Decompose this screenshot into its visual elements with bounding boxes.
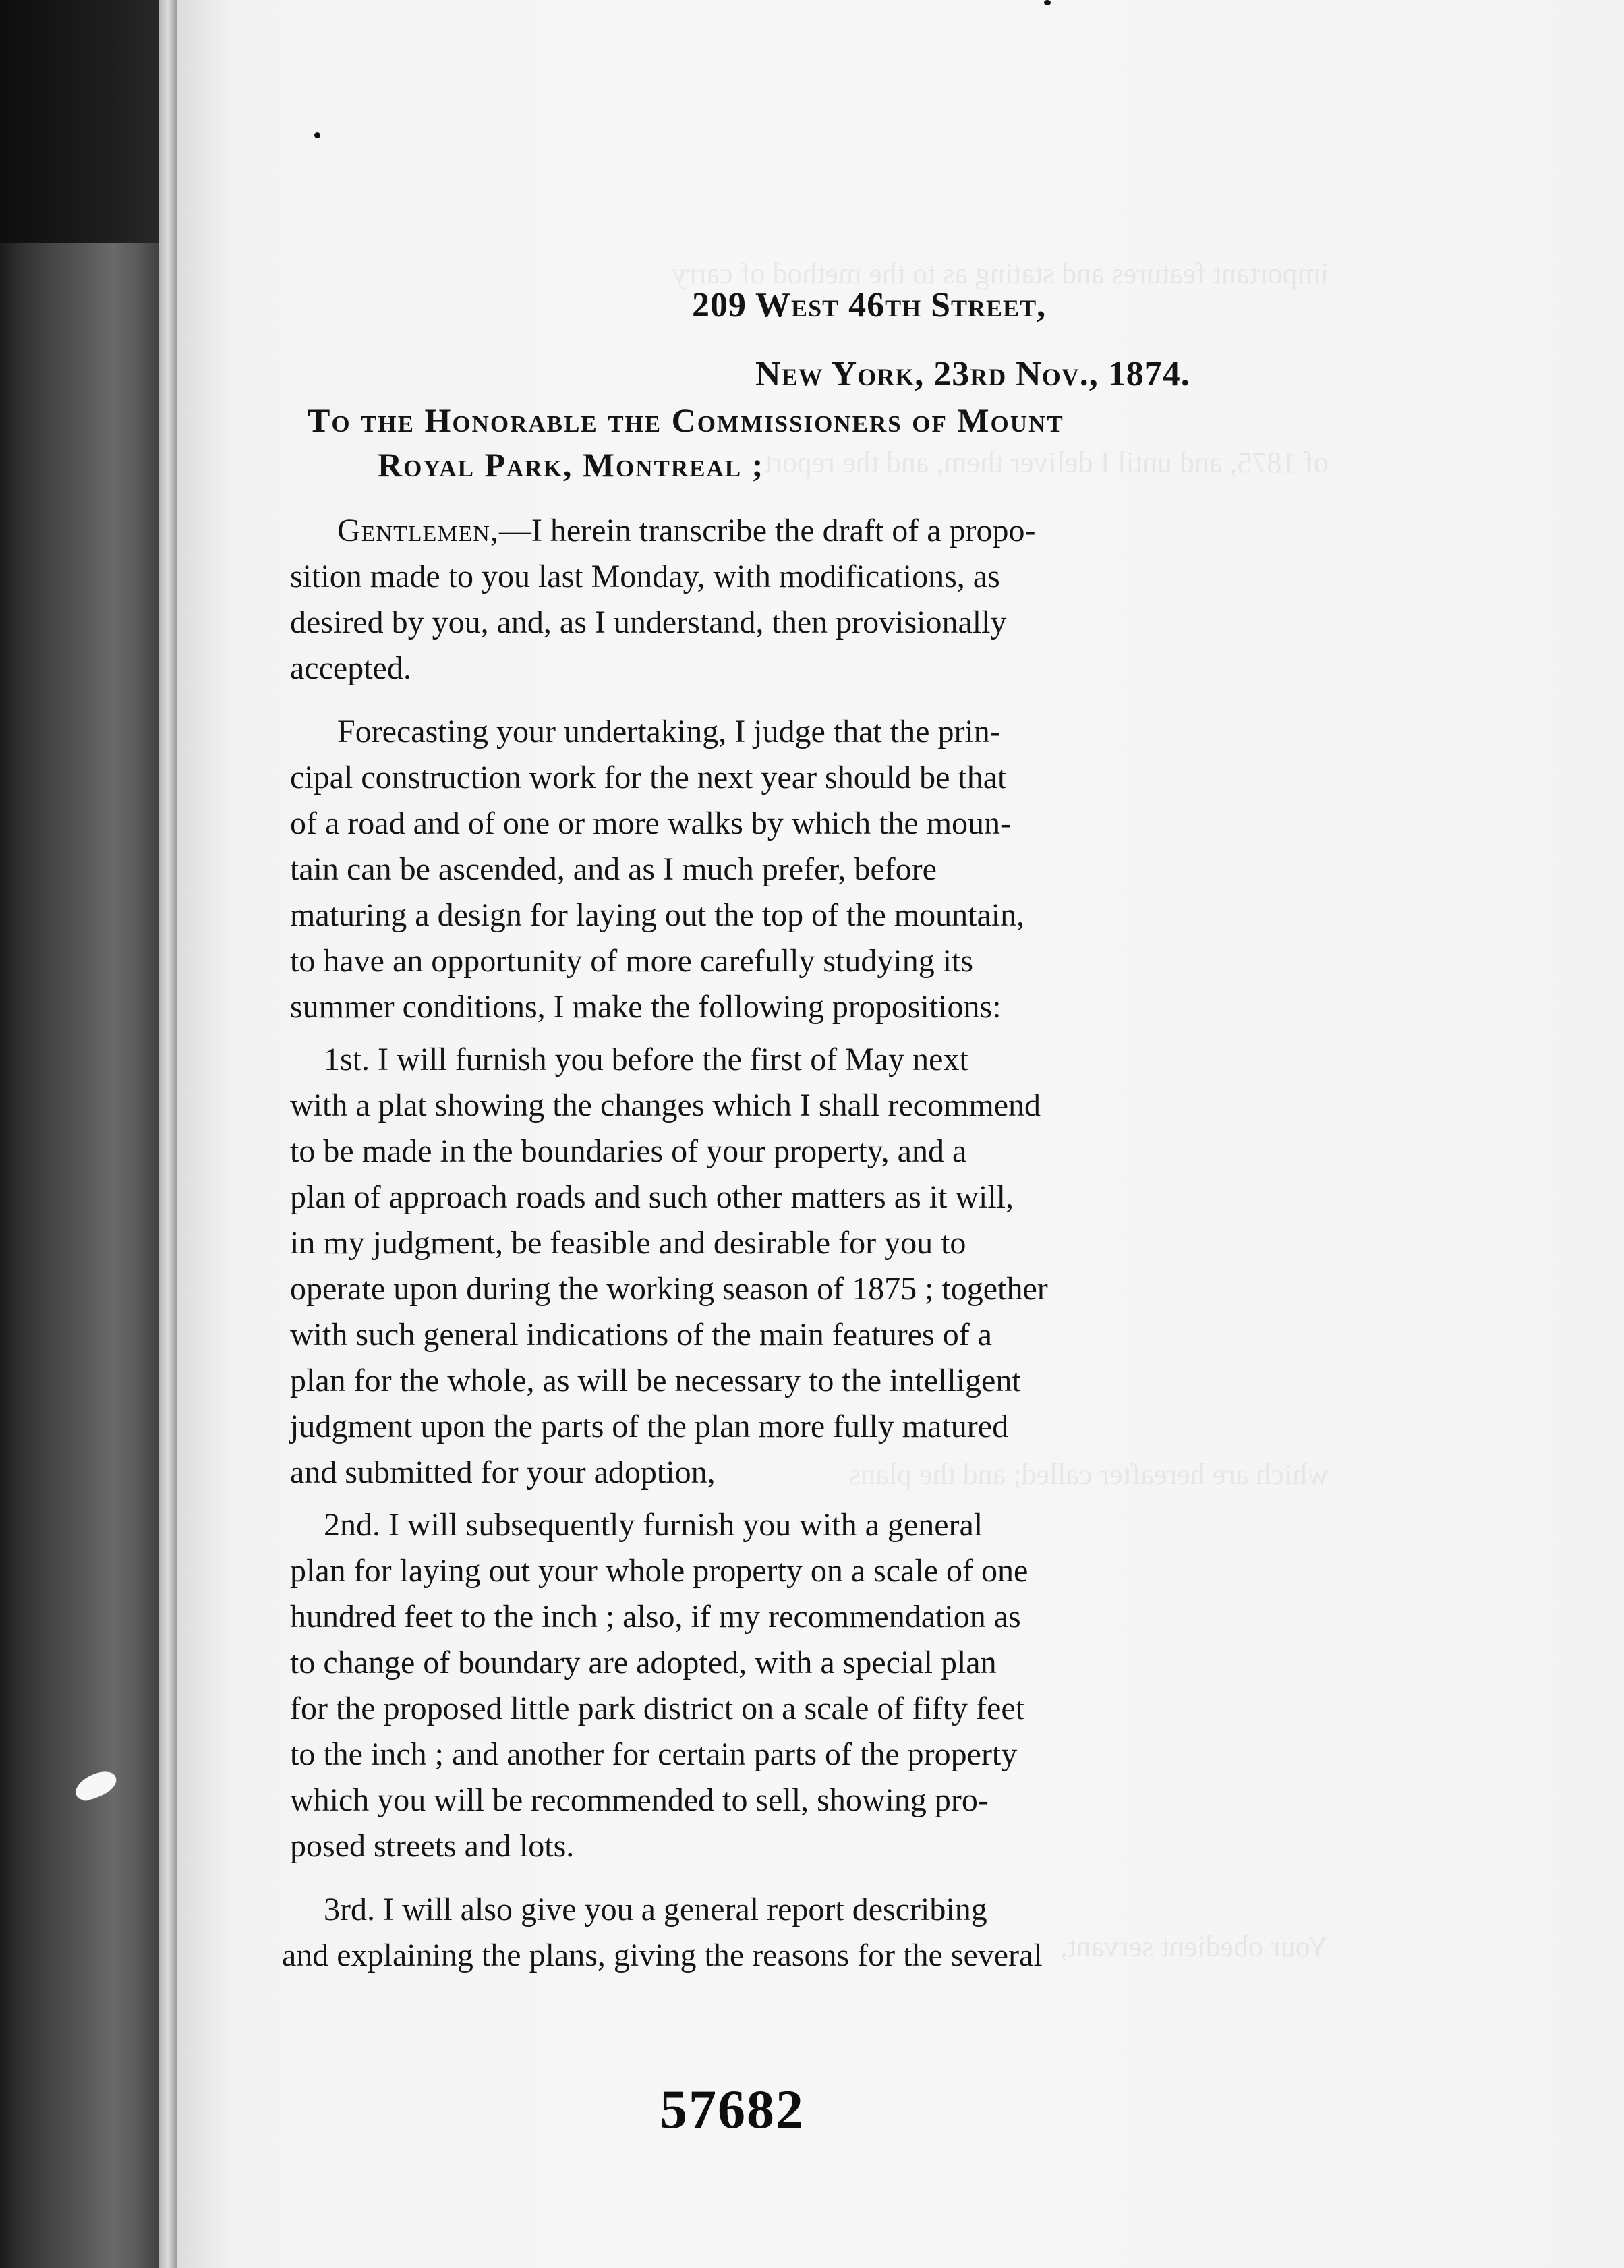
text-line: accepted.: [290, 650, 411, 686]
text-line: Forecasting your undertaking, I judge that the prin-: [337, 714, 1001, 749]
show-through: of 1875, and until I deliver them, and the report: [764, 446, 1329, 479]
ink-speck: [1044, 0, 1051, 5]
text-line: with such general indications of the main features of a: [290, 1317, 992, 1353]
text-line: cipal construction work for the next year should be that: [290, 760, 1007, 795]
text-line: in my judgment, be feasible and desirable for you to: [290, 1225, 966, 1261]
text-line: and explaining the plans, giving the reasons for the several: [282, 1937, 1043, 1973]
text-line: 2nd. I will subsequently furnish you with a general: [324, 1507, 983, 1543]
text-line: with a plat showing the changes which I shall recommend: [290, 1087, 1041, 1123]
book-binding: [0, 0, 177, 2268]
text-line: Gentlemen,—I herein transcribe the draft of a propo-: [337, 513, 1036, 548]
salutation-line: To the Honorable the Commissioners of Mount: [308, 401, 1064, 439]
text-line: desired by you, and, as I understand, then provisionally: [290, 604, 1007, 640]
text-line: and submitted for your adoption,: [290, 1454, 716, 1490]
text-line: to have an opportunity of more carefully studying its: [290, 943, 974, 979]
text-line: judgment upon the parts of the plan more fully matured: [290, 1409, 1009, 1444]
page-number: 57682: [660, 2078, 805, 2140]
text-line: to be made in the boundaries of your property, and a: [290, 1133, 967, 1169]
text-line: maturing a design for laying out the top of the mountain,: [290, 897, 1025, 933]
text-line: operate upon during the working season of 1875 ; together: [290, 1271, 1048, 1307]
greeting: Gentlemen,: [337, 513, 499, 548]
text-line: plan for laying out your whole property on a scale of one: [290, 1553, 1028, 1589]
page-edge: [159, 0, 177, 2268]
text-line: which you will be recommended to sell, showing pro-: [290, 1782, 989, 1818]
text-line: of a road and of one or more walks by which the moun-: [290, 805, 1012, 841]
address-street: 209 West 46th Street,: [692, 286, 1047, 324]
text-line: 3rd. I will also give you a general report describing: [324, 1892, 987, 1927]
ink-speck: [314, 132, 320, 138]
text-line: sition made to you last Monday, with modifications, as: [290, 559, 1000, 594]
text-line: posed streets and lots.: [290, 1828, 575, 1864]
show-through: which are hereafter called; and the plans: [849, 1458, 1329, 1491]
text-line: plan for the whole, as will be necessary to the intelligent: [290, 1363, 1021, 1398]
show-through: Your obedient servant,: [1060, 1930, 1329, 1963]
text-line: hundred feet to the inch ; also, if my recommendation as: [290, 1599, 1021, 1635]
text-line: plan of approach roads and such other matters as it will,: [290, 1179, 1014, 1215]
binding-shadow: [0, 0, 177, 243]
text-line: 1st. I will furnish you before the first of May next: [324, 1042, 968, 1077]
text-line: tain can be ascended, and as I much prefer, before: [290, 851, 937, 887]
address-date: New York, 23rd Nov., 1874.: [755, 355, 1190, 393]
salutation-line: Royal Park, Montreal ;: [378, 446, 765, 484]
text-line: to the inch ; and another for certain parts of the property: [290, 1736, 1018, 1772]
text-line: to change of boundary are adopted, with a special plan: [290, 1645, 997, 1680]
show-through: important features and stating as to the method of carry: [672, 257, 1329, 290]
text-line: summer conditions, I make the following propositions:: [290, 989, 1002, 1025]
text-line: for the proposed little park district on a scale of fifty feet: [290, 1691, 1024, 1726]
